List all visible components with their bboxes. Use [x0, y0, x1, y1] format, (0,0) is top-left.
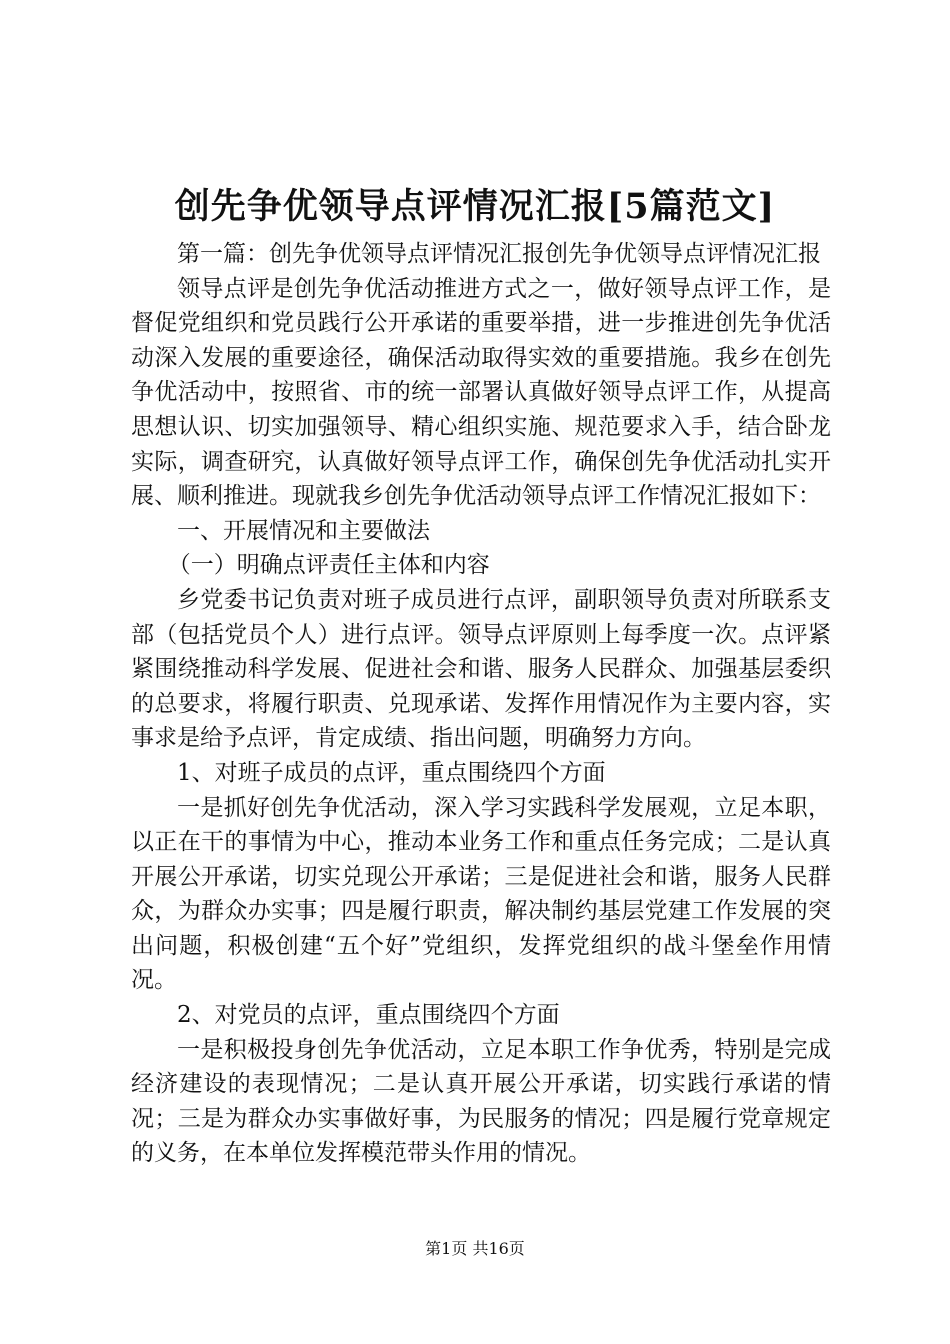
paragraph-item-2: 一是积极投身创先争优活动，立足本职工作争优秀，特别是完成经济建设的表现情况；二是认真开展公开承诺，切实践行承诺的情况；三是为群众办实事做好事，为民服务的情况；四是履行党章规定的义务，在本单位发挥模范带头作用的情况。	[131, 1036, 831, 1167]
page-number-footer: 第1页 共16页	[425, 1239, 525, 1258]
item-heading-1: 1、对班子成员的点评，重点围绕四个方面	[177, 759, 606, 786]
item-heading-2: 2、对党员的点评，重点围绕四个方面	[177, 1002, 560, 1029]
section-heading: 一、开展情况和主要做法	[177, 517, 430, 544]
paragraph-item-1: 一是抓好创先争优活动，深入学习实践科学发展观，立足本职，以正在干的事情为中心，推动本业务工作和重点任务完成；二是认真开展公开承诺，切实兑现公开承诺；三是促进社会和谐，服务人民群众，为群众办实事；四是履行职责，解决制约基层党建工作发展的突出问题，积极创建“五个好”党组织，发挥党组织的战斗堡垒作用情况。	[131, 794, 831, 994]
paragraph-chapter-heading: 第一篇：创先争优领导点评情况汇报创先争优领导点评情况汇报	[177, 241, 821, 267]
document-body	[131, 237, 831, 1171]
document-title: 创先争优领导点评情况汇报[5篇范文]	[174, 186, 776, 227]
paragraph-responsibility: 乡党委书记负责对班子成员进行点评，副职领导负责对所联系支部（包括党员个人）进行点评。领导点评原则上每季度一次。点评紧紧围绕推动科学发展、促进社会和谐、服务人民群众、加强基层委织的总要求，将履行职责、兑现承诺、发挥作用情况作为主要内容，实事求是给予点评，肯定成绩、指出问题，明确努力方向。	[131, 586, 831, 752]
subsection-heading: （一）明确点评责任主体和内容	[167, 552, 490, 579]
paragraph-intro: 领导点评是创先争优活动推进方式之一，做好领导点评工作，是督促党组织和党员践行公开承诺的重要举措，进一步推进创先争优活动深入发展的重要途径，确保活动取得实效的重要措施。我乡在创先争优活动中，按照省、市的统一部署认真做好领导点评工作，从提高思想认识、切实加强领导、精心组织实施、规范要求入手，结合卧龙实际，调查研究，认真做好领导点评工作，确保创先争优活动扎实开展、顺利推进。现就我乡创先争优活动领导点评工作情况汇报如下：	[131, 275, 831, 510]
